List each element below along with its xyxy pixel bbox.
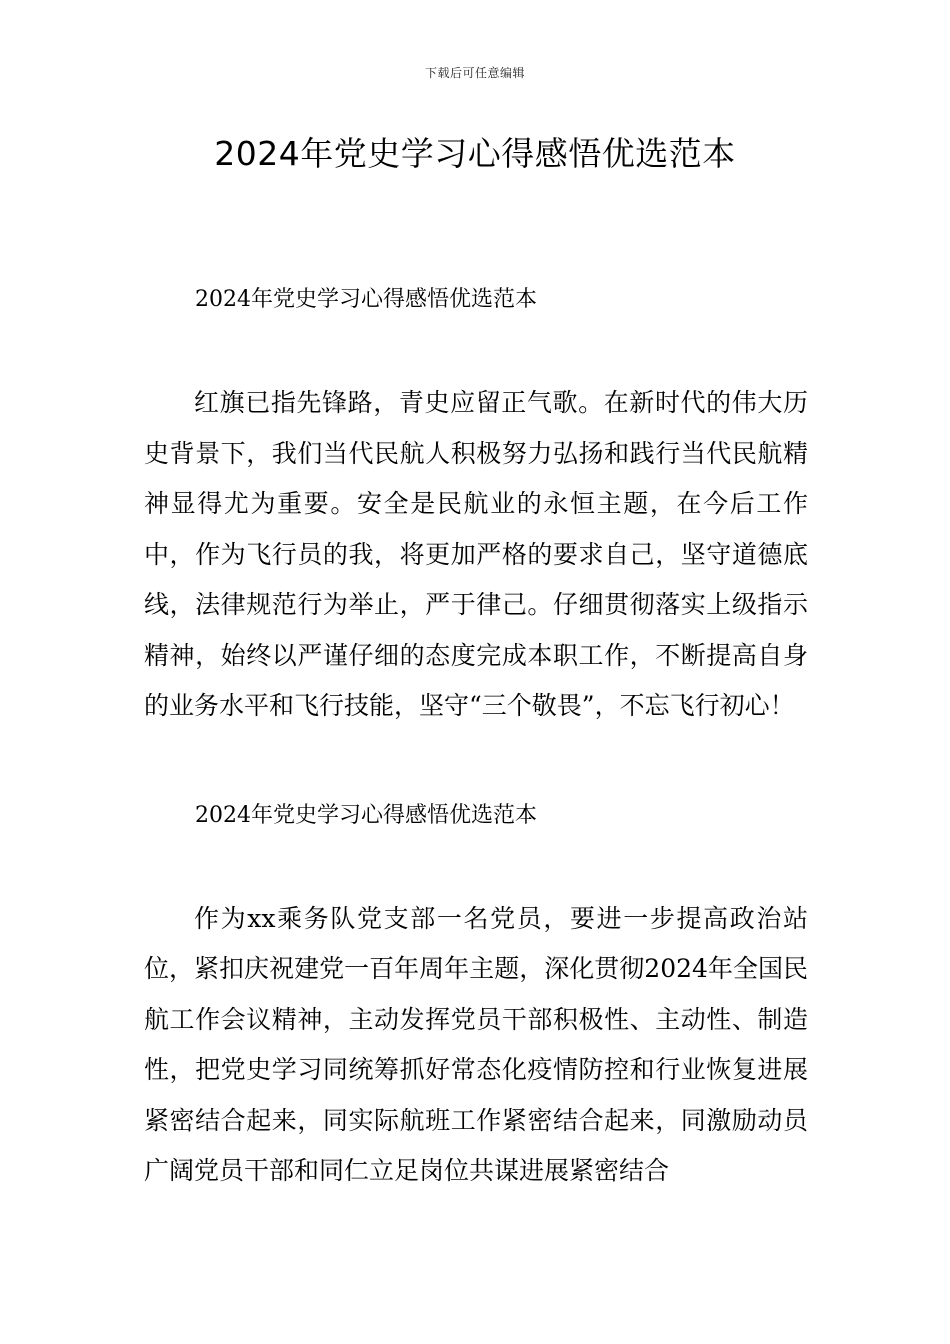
document-title: 2024年党史学习心得感悟优选范本 [214,134,736,173]
header-note: 下载后可任意编辑 [424,66,525,80]
spacer [144,320,808,378]
section-paragraph-2: 作为xx乘务队党支部一名党员，要进一步提高政治站位，紧扣庆祝建党一百年周年主题，深化贯彻2024年全国民航工作会议精神，主动发挥党员干部积极性、主动性、制造性，把党史学习同统筹抓好常态化疫情防控和行业恢复进展紧密结合起来，同实际航班工作紧密结合起来，同激励动员广阔党员干部和同仁立足岗位共谋进展紧密结合 [144,903,808,1185]
section-heading-1: 2024年党史学习心得感悟优选范本 [195,287,537,312]
spacer [144,732,808,796]
spacer [144,836,808,894]
document-body [144,280,808,1197]
section-paragraph-1: 红旗已指先锋路，青史应留正气歌。在新时代的伟大历史背景下，我们当代民航人积极努力弘扬和践行当代民航精神显得尤为重要。安全是民航业的永恒主题，在今后工作中，作为飞行员的我，将更加严格的要求自己，坚守道德底线，法律规范行为举止，严于律己。仔细贯彻落实上级指示精神，始终以严谨仔细的态度完成本职工作，不断提高自身的业务水平和飞行技能，坚守“三个敬畏”，不忘飞行初心！ [144,388,808,720]
section-heading-2: 2024年党史学习心得感悟优选范本 [195,802,537,828]
